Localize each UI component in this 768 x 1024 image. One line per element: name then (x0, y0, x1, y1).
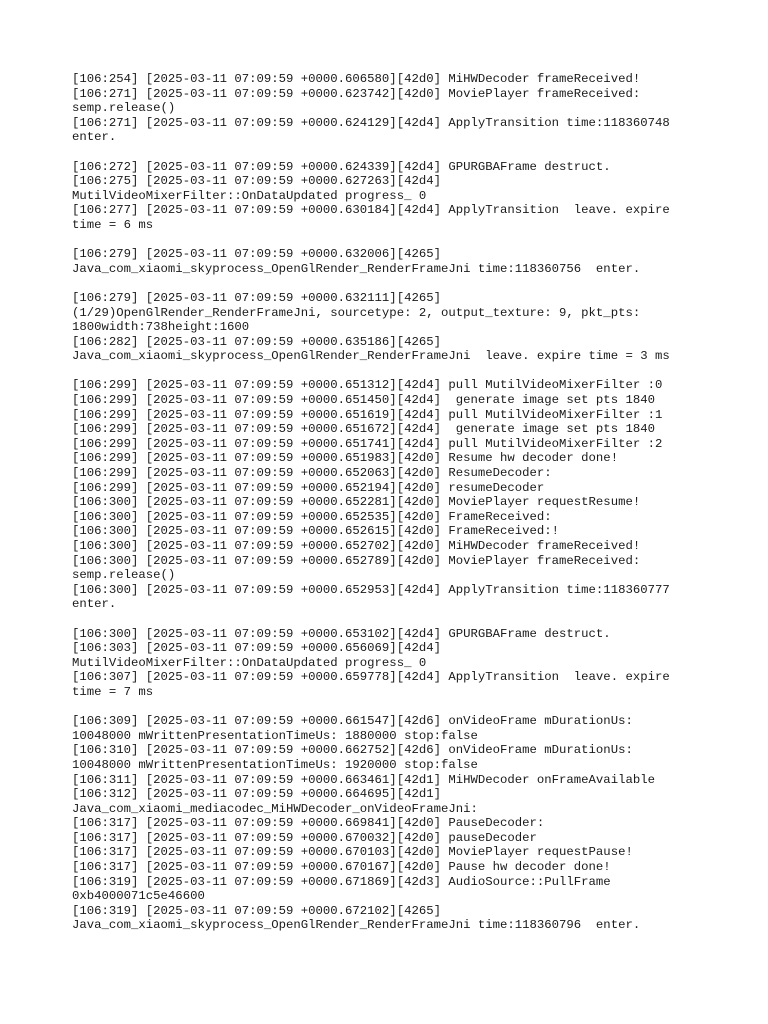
log-line: [106:300] [2025-03-11 07:09:59 +0000.653102][42d4] GPURGBAFrame destruct. (72, 626, 611, 641)
log-line: [106:317] [2025-03-11 07:09:59 +0000.670032][42d0] pauseDecoder (72, 830, 537, 845)
log-line: [106:303] [2025-03-11 07:09:59 +0000.656069][42d4] (72, 641, 441, 656)
log-line: [106:307] [2025-03-11 07:09:59 +0000.659778][42d4] ApplyTransition leave. expire (72, 670, 670, 685)
log-group-separator (72, 145, 762, 160)
log-line: [106:277] [2025-03-11 07:09:59 +0000.630184][42d4] ApplyTransition leave. expire (72, 203, 670, 218)
log-line: [106:299] [2025-03-11 07:09:59 +0000.651312][42d4] pull MutilVideoMixerFilter :0 (72, 378, 663, 393)
log-line: [106:310] [2025-03-11 07:09:59 +0000.662752][42d6] onVideoFrame mDurationUs: (72, 743, 633, 758)
log-line: [106:271] [2025-03-11 07:09:59 +0000.624129][42d4] ApplyTransition time:118360748 (72, 115, 670, 130)
log-line: [106:254] [2025-03-11 07:09:59 +0000.606580][42d0] MiHWDecoder frameReceived! (72, 72, 641, 86)
log-line: [106:300] [2025-03-11 07:09:59 +0000.652953][42d4] ApplyTransition time:118360777 (72, 582, 670, 597)
log-line: Java_com_xiaomi_skyprocess_OpenGlRender_RenderFrameJni time:118360756 enter. (72, 261, 641, 276)
log-line: Java_com_xiaomi_skyprocess_OpenGlRender_RenderFrameJni time:118360796 enter. (72, 918, 641, 933)
log-line: [106:319] [2025-03-11 07:09:59 +0000.672102][4265] (72, 903, 441, 918)
log-line: [106:300] [2025-03-11 07:09:59 +0000.652281][42d0] MoviePlayer requestResume! (72, 495, 641, 510)
log-line: [106:282] [2025-03-11 07:09:59 +0000.635186][4265] (72, 334, 441, 349)
log-line: (1/29)OpenGlRender_RenderFrameJni, sourcetype: 2, output_texture: 9, pkt_pts: (72, 305, 641, 320)
log-line: [106:309] [2025-03-11 07:09:59 +0000.661547][42d6] onVideoFrame mDurationUs: (72, 714, 633, 729)
log-line: [106:272] [2025-03-11 07:09:59 +0000.624339][42d4] GPURGBAFrame destruct. (72, 159, 611, 174)
log-line: [106:275] [2025-03-11 07:09:59 +0000.627263][42d4] (72, 174, 441, 189)
log-line: [106:279] [2025-03-11 07:09:59 +0000.632006][4265] (72, 247, 441, 262)
log-line: [106:271] [2025-03-11 07:09:59 +0000.623742][42d0] MoviePlayer frameReceived: (72, 86, 641, 101)
log-line: [106:300] [2025-03-11 07:09:59 +0000.652789][42d0] MoviePlayer frameReceived: (72, 553, 641, 568)
log-line: [106:312] [2025-03-11 07:09:59 +0000.664695][42d1] (72, 787, 441, 802)
log-line: [106:299] [2025-03-11 07:09:59 +0000.651450][42d4] generate image set pts 1840 (72, 393, 655, 408)
log-group-separator (72, 612, 762, 627)
log-group-separator (72, 276, 762, 291)
log-line: [106:299] [2025-03-11 07:09:59 +0000.651672][42d4] generate image set pts 1840 (72, 422, 655, 437)
log-line: 1800width:738height:1600 (72, 320, 250, 335)
log-line: [106:319] [2025-03-11 07:09:59 +0000.671869][42d3] AudioSource::PullFrame (72, 874, 611, 889)
log-line: time = 7 ms (72, 684, 154, 699)
log-line: 10048000 mWrittenPresentationTimeUs: 1880000 stop:false (72, 728, 478, 743)
log-line: [106:299] [2025-03-11 07:09:59 +0000.651741][42d4] pull MutilVideoMixerFilter :2 (72, 436, 663, 451)
log-line: semp.release() (72, 101, 176, 116)
log-line: [106:317] [2025-03-11 07:09:59 +0000.669841][42d0] PauseDecoder: (72, 816, 545, 831)
log-line: [106:317] [2025-03-11 07:09:59 +0000.670167][42d0] Pause hw decoder done! (72, 860, 611, 875)
log-line: [106:299] [2025-03-11 07:09:59 +0000.651983][42d0] Resume hw decoder done! (72, 451, 619, 466)
log-line: [106:300] [2025-03-11 07:09:59 +0000.652702][42d0] MiHWDecoder frameReceived! (72, 539, 641, 553)
log-line: MutilVideoMixerFilter::OnDataUpdated progress_ 0 (72, 655, 427, 670)
log-line: [106:299] [2025-03-11 07:09:59 +0000.651619][42d4] pull MutilVideoMixerFilter :1 (72, 407, 663, 422)
log-line: enter. (72, 597, 117, 612)
log-line: [106:279] [2025-03-11 07:09:59 +0000.632111][4265] (72, 290, 441, 305)
log-line: Java_com_xiaomi_skyprocess_OpenGlRender_RenderFrameJni leave. expire time = 3 ms (72, 349, 670, 364)
log-line: Java_com_xiaomi_mediacodec_MiHWDecoder_onVideoFrameJni: (72, 801, 478, 816)
log-line: [106:300] [2025-03-11 07:09:59 +0000.652615][42d0] FrameReceived:! (72, 524, 560, 539)
log-line: 10048000 mWrittenPresentationTimeUs: 1920000 stop:false (72, 757, 478, 772)
log-line: [106:299] [2025-03-11 07:09:59 +0000.652194][42d0] resumeDecoder (72, 480, 545, 495)
log-text-area (72, 72, 762, 933)
log-line: enter. (72, 130, 117, 145)
log-group-separator (72, 364, 762, 379)
log-line: time = 6 ms (72, 217, 154, 232)
log-group-separator (72, 233, 762, 248)
log-line: 0xb4000071c5e46600 (72, 889, 205, 904)
log-line: [106:317] [2025-03-11 07:09:59 +0000.670103][42d0] MoviePlayer requestPause! (72, 845, 633, 860)
log-line: MutilVideoMixerFilter::OnDataUpdated progress_ 0 (72, 188, 427, 203)
log-line: [106:300] [2025-03-11 07:09:59 +0000.652535][42d0] FrameReceived: (72, 509, 552, 524)
log-line: [106:299] [2025-03-11 07:09:59 +0000.652063][42d0] ResumeDecoder: (72, 466, 552, 481)
log-line: semp.release() (72, 568, 176, 583)
log-line: [106:311] [2025-03-11 07:09:59 +0000.663461][42d1] MiHWDecoder onFrameAvailable (72, 772, 655, 787)
log-group-separator (72, 700, 762, 715)
